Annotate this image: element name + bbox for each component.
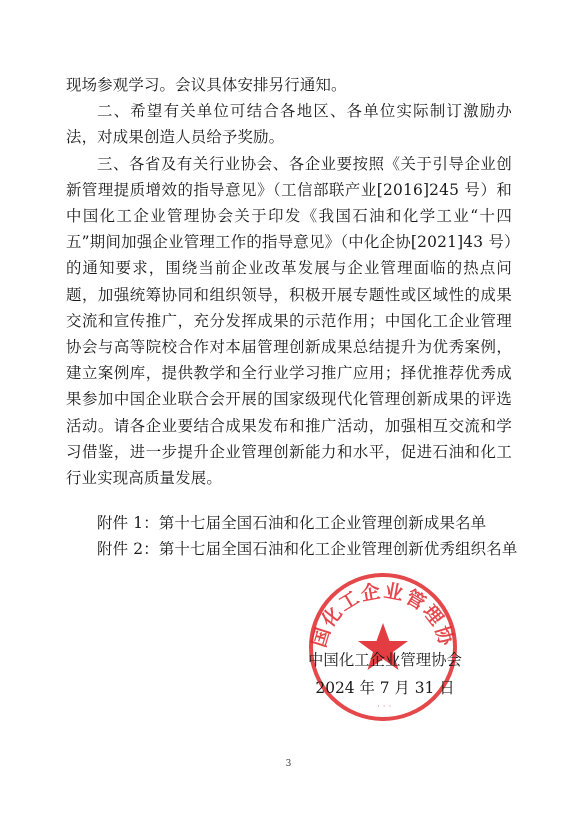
attachment-1: 附件 1：第十七届全国石油和化工企业管理创新成果名单 [97,514,487,532]
seal-arc-textpath: 国化工企业管理协 [308,579,458,650]
attachment-2: 附件 2：第十七届全国石油和化工企业管理创新优秀组织名单 [97,540,518,558]
attachments-list [97,510,517,562]
signature-organization: 中国化工企业管理协会 [308,651,462,669]
signature-date: 2024 年 7 月 31 日 [315,679,455,697]
body-text [66,72,512,491]
paragraph-item-three: 三、各省及有关行业协会、各企业要按照《关于引导企业创新管理提质增效的指导意见》（工信部联产业[2016]245 号）和中国化工企业管理协会关于印发《我国石油和化学工业“十四五”期间加强企业管理工作的指导意见》（中化企协[2021]43 号）的通知要求，围绕当前企业改革发展与企业管理面临的热点问题，加强统筹协同和组织领导，积极开展专题性或区域性的成果交流和宣传推广，充分发挥成果的示范作用；中国化工企业管理协会与高等院校合作对本届管理创新成果总结提升为优秀案例，建立案例库，提供教学和全行业学习推广应用；择优推荐优秀成果参加中国企业联合会开展的国家级现代化管理创新成果的评选活动。请各企业要结合成果发布和推广活动，加强相互交流和学习借鉴，进一步提升企业管理创新能力和水平，促进石油和化工行业实现高质量发展。 [66,154,512,488]
page-number: 3 [285,759,292,769]
signature-block [300,646,470,702]
seal-serial-marks: · · · [377,702,392,712]
paragraph-continuation: 现场参观学习。会议具体安排另行通知。 [66,76,347,94]
paragraph-item-two: 二、希望有关单位可结合各地区、各单位实际制订激励办法，对成果创造人员给予奖励。 [66,102,512,147]
